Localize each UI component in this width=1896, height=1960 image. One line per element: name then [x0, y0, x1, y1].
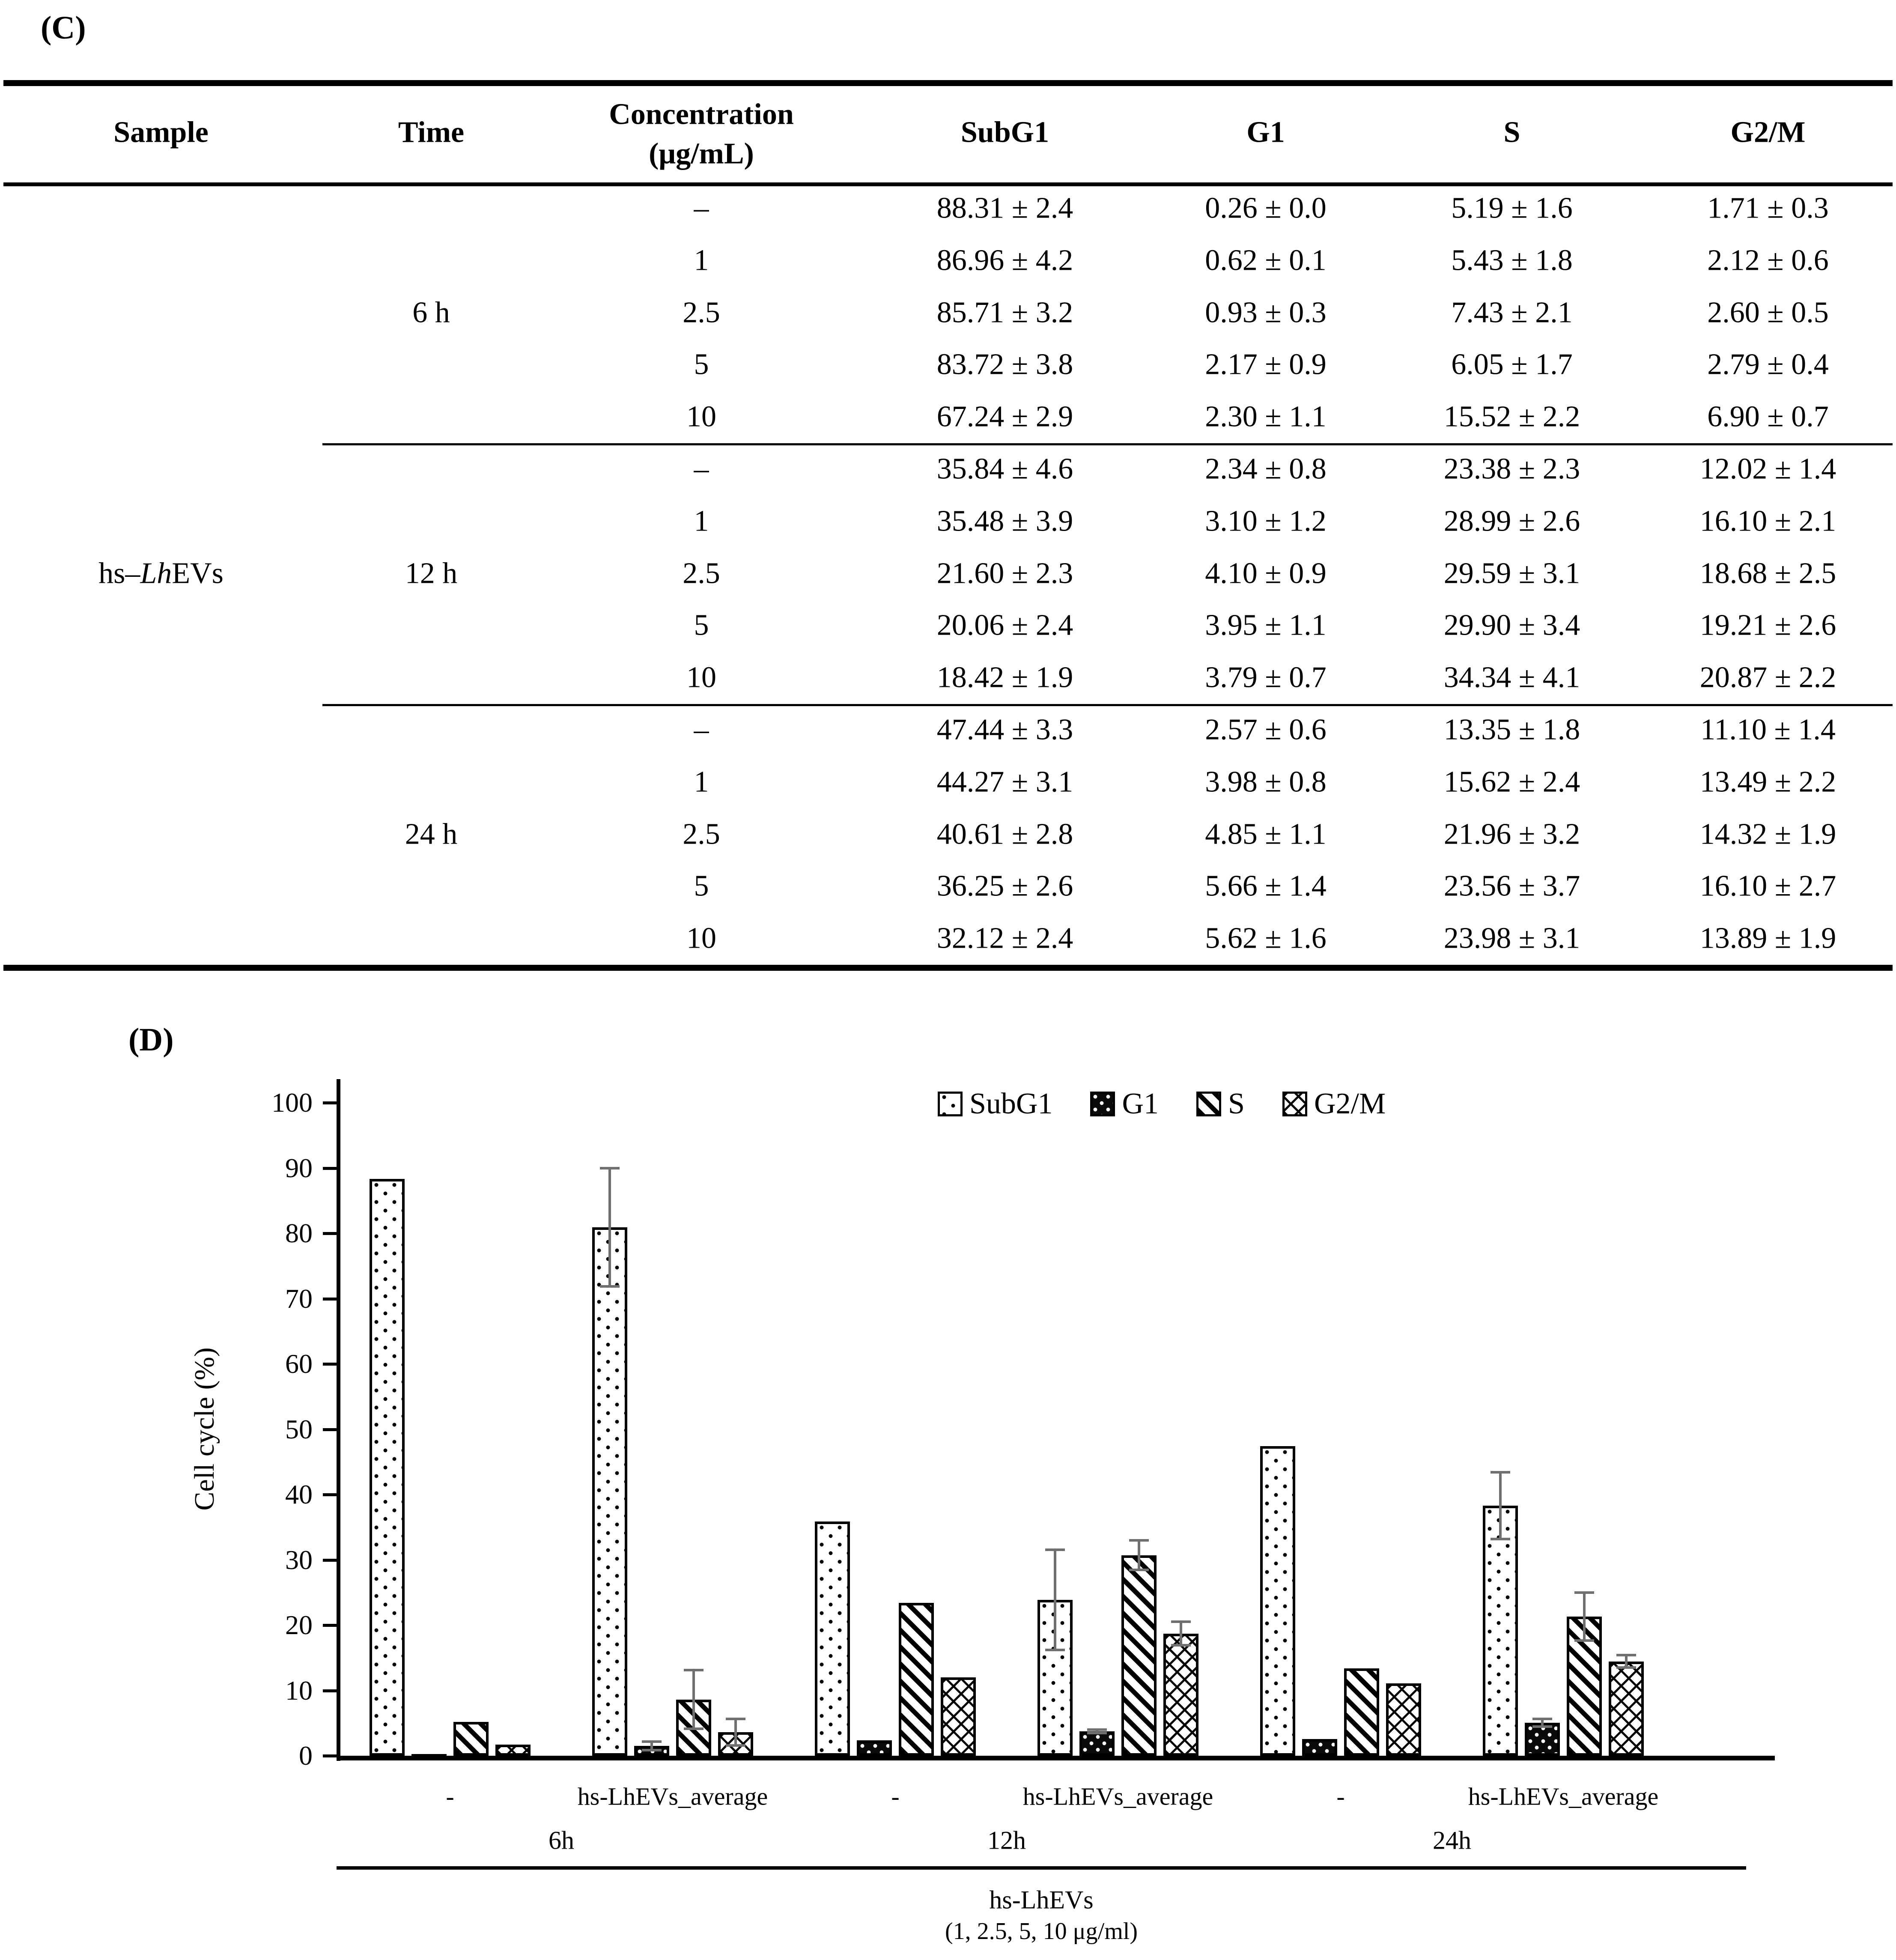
error-bar-cap-top	[1491, 1471, 1510, 1474]
y-axis-tick	[323, 1493, 337, 1496]
table-s-cell: 34.34 ± 4.1	[1443, 661, 1580, 694]
table-block-separator-2	[322, 704, 1893, 706]
error-bar-cap-top	[1616, 1654, 1636, 1656]
error-bar-cap-bottom	[1045, 1649, 1065, 1651]
table-s-cell: 28.99 ± 2.6	[1443, 504, 1580, 538]
bar-g2-m	[495, 1745, 531, 1756]
table-g1-cell: 4.85 ± 1.1	[1205, 817, 1327, 851]
table-header-time: Time	[398, 116, 465, 149]
table-g2m-cell: 6.90 ± 0.7	[1707, 400, 1829, 433]
table-g1-cell: 3.98 ± 0.8	[1205, 765, 1327, 799]
table-g1-cell: 2.17 ± 0.9	[1205, 348, 1327, 381]
bar-subg1	[1260, 1446, 1295, 1756]
error-bar-line	[1499, 1471, 1502, 1540]
bar-s	[899, 1603, 934, 1756]
table-g1-cell: 0.62 ± 0.1	[1205, 244, 1327, 277]
y-axis-tick	[323, 1689, 337, 1692]
table-subg1-cell: 20.06 ± 2.4	[936, 609, 1073, 642]
bar-subg1	[592, 1227, 627, 1756]
table-g2m-cell: 14.32 ± 1.9	[1699, 817, 1836, 851]
table-conc-cell: 1	[694, 504, 709, 538]
bar-s	[453, 1722, 489, 1756]
table-time-cell: 6 h	[412, 296, 450, 329]
table-conc-cell: 1	[694, 244, 709, 277]
table-subg1-cell: 18.42 ± 1.9	[936, 661, 1073, 694]
x-category-label: hs-LhEVs_average	[1023, 1782, 1213, 1811]
bar-g2-m	[1386, 1683, 1421, 1756]
y-axis-tick	[323, 1428, 337, 1431]
legend-swatch-g2-m	[1282, 1092, 1307, 1116]
bar-subg1	[815, 1521, 850, 1756]
table-g1-cell: 0.26 ± 0.0	[1205, 191, 1327, 225]
error-bar-line	[734, 1718, 737, 1747]
error-bar	[1616, 1654, 1636, 1669]
table-subg1-cell: 47.44 ± 3.3	[936, 713, 1073, 746]
table-subg1-cell: 21.60 ± 2.3	[936, 557, 1073, 590]
error-bar	[1574, 1591, 1594, 1642]
error-bar-cap-bottom	[1616, 1666, 1636, 1669]
table-conc-cell: 10	[686, 661, 716, 694]
table-s-cell: 29.90 ± 3.4	[1443, 609, 1580, 642]
table-header-border	[3, 182, 1893, 186]
table-s-cell: 5.19 ± 1.6	[1451, 191, 1573, 225]
y-axis-tick	[323, 1363, 337, 1366]
y-axis-tick-label: 20	[285, 1610, 313, 1640]
y-axis-tick	[323, 1232, 337, 1235]
table-s-cell: 7.43 ± 2.1	[1451, 296, 1573, 329]
table-conc-cell: 1	[694, 765, 709, 799]
table-conc-cell: 5	[694, 348, 709, 381]
legend-label: G2/M	[1314, 1087, 1386, 1120]
error-bar-cap-bottom	[1574, 1639, 1594, 1642]
error-bar	[1532, 1718, 1552, 1728]
error-bar-cap-bottom	[1129, 1569, 1149, 1571]
bar-subg1	[1483, 1506, 1518, 1756]
table-g2m-cell: 16.10 ± 2.7	[1699, 870, 1836, 903]
legend-label: G1	[1122, 1087, 1159, 1120]
error-bar-cap-top	[726, 1718, 745, 1720]
error-bar-cap-top	[600, 1167, 620, 1169]
x-category-label: -	[891, 1782, 900, 1811]
y-axis-tick-label: 40	[285, 1479, 313, 1510]
error-bar	[1129, 1539, 1149, 1571]
table-g1-cell: 3.10 ± 1.2	[1205, 504, 1327, 538]
table-conc-cell: 10	[686, 922, 716, 955]
y-axis-title: Cell cycle (%)	[189, 1347, 220, 1511]
table-s-cell: 23.38 ± 2.3	[1443, 452, 1580, 486]
y-axis-tick	[323, 1559, 337, 1562]
error-bar-cap-top	[684, 1669, 704, 1671]
bar-subg1	[370, 1179, 405, 1756]
table-subg1-cell: 86.96 ± 4.2	[936, 244, 1073, 277]
table-subg1-cell: 35.48 ± 3.9	[936, 504, 1073, 538]
y-axis-tick-label: 0	[299, 1740, 313, 1771]
x-category-label: -	[1336, 1782, 1345, 1811]
x-time-group-label: 6h	[549, 1826, 574, 1855]
error-bar-cap-bottom	[1171, 1644, 1191, 1647]
table-s-cell: 5.43 ± 1.8	[1451, 244, 1573, 277]
table-sample-name	[98, 556, 224, 592]
table-g1-cell: 4.10 ± 0.9	[1205, 557, 1327, 590]
table-g2m-cell: 1.71 ± 0.3	[1707, 191, 1829, 225]
error-bar-cap-bottom	[726, 1744, 745, 1747]
legend-item	[938, 1087, 1052, 1121]
x-axis-subtitle: (1, 2.5, 5, 10 μg/ml)	[945, 1918, 1138, 1945]
sample-name-prefix: hs–	[98, 557, 140, 590]
table-g2m-cell: 20.87 ± 2.2	[1699, 661, 1836, 694]
y-axis-tick	[323, 1624, 337, 1627]
table-g1-cell: 3.79 ± 0.7	[1205, 661, 1327, 694]
table-g2m-cell: 11.10 ± 1.4	[1700, 713, 1836, 746]
x-time-group-label: 24h	[1433, 1826, 1471, 1855]
table-g2m-cell: 2.79 ± 0.4	[1707, 348, 1829, 381]
table-s-cell: 6.05 ± 1.7	[1451, 348, 1573, 381]
bar-s	[1121, 1555, 1157, 1756]
table-s-cell: 29.59 ± 3.1	[1443, 557, 1580, 590]
x-category-label: hs-LhEVs_average	[1468, 1782, 1659, 1811]
y-axis-tick-label: 50	[285, 1414, 313, 1444]
x-axis-line	[337, 1756, 1775, 1760]
table-block-separator-1	[322, 443, 1893, 445]
table-conc-cell: 5	[694, 609, 709, 642]
table-g2m-cell: 13.89 ± 1.9	[1699, 922, 1836, 955]
error-bar-cap-top	[1574, 1591, 1594, 1594]
y-axis-tick-label: 10	[285, 1675, 313, 1706]
table-g2m-cell: 12.02 ± 1.4	[1699, 452, 1836, 486]
table-header-g1: G1	[1246, 116, 1285, 149]
error-bar	[642, 1740, 662, 1752]
y-axis-tick	[323, 1167, 337, 1170]
error-bar-line	[692, 1669, 695, 1730]
chart-legend	[938, 1087, 1423, 1121]
table-top-border	[3, 80, 1893, 86]
table-g1-cell: 5.66 ± 1.4	[1205, 870, 1327, 903]
legend-label: S	[1228, 1087, 1245, 1120]
table-header-g2m: G2/M	[1730, 116, 1806, 149]
bar-g2-m	[941, 1677, 976, 1756]
table-g1-cell: 2.30 ± 1.1	[1205, 400, 1327, 433]
table-conc-cell: –	[694, 452, 709, 486]
table-conc-cell: 2.5	[683, 557, 720, 590]
legend-item	[1282, 1087, 1386, 1121]
table-s-cell: 21.96 ± 3.2	[1443, 817, 1580, 851]
table-conc-cell: 2.5	[683, 817, 720, 851]
error-bar-cap-bottom	[1532, 1725, 1552, 1728]
table-subg1-cell: 40.61 ± 2.8	[936, 817, 1073, 851]
category-axis-line	[337, 1866, 1746, 1870]
y-axis-tick-label: 80	[285, 1218, 313, 1248]
error-bar-cap-bottom	[642, 1749, 662, 1751]
legend-swatch-subg1	[938, 1092, 963, 1116]
y-axis-line	[337, 1079, 340, 1761]
bar-g1	[1079, 1731, 1115, 1756]
table-header-s: S	[1503, 116, 1520, 149]
error-bar-cap-top	[1129, 1539, 1149, 1542]
table-conc-cell: 2.5	[683, 296, 720, 329]
table-g1-cell: 2.34 ± 0.8	[1205, 452, 1327, 486]
table-s-cell: 13.35 ± 1.8	[1443, 713, 1580, 746]
legend-label: SubG1	[969, 1087, 1053, 1120]
bar-g2-m	[1609, 1662, 1644, 1756]
table-conc-cell: 10	[686, 400, 716, 433]
y-axis-tick	[323, 1101, 337, 1104]
panel-c-label: (C)	[41, 10, 86, 46]
legend-item	[1196, 1087, 1245, 1121]
table-g1-cell: 5.62 ± 1.6	[1205, 922, 1327, 955]
error-bar	[600, 1167, 620, 1288]
bar-g1	[857, 1740, 892, 1756]
table-g1-cell: 0.93 ± 0.3	[1205, 296, 1327, 329]
table-subg1-cell: 88.31 ± 2.4	[936, 191, 1073, 225]
table-conc-cell: –	[694, 191, 709, 225]
table-time-cell: 12 h	[405, 557, 458, 590]
error-bar-cap-top	[1045, 1548, 1065, 1551]
error-bar-cap-top	[1171, 1620, 1191, 1623]
y-axis-tick-label: 70	[285, 1283, 313, 1314]
table-bottom-border	[3, 965, 1893, 971]
table-subg1-cell: 35.84 ± 4.6	[936, 452, 1073, 486]
bar-g2-m	[1163, 1634, 1198, 1756]
error-bar	[1171, 1620, 1191, 1647]
error-bar-cap-bottom	[600, 1285, 620, 1288]
error-bar	[726, 1718, 745, 1747]
table-g1-cell: 2.57 ± 0.6	[1205, 713, 1327, 746]
error-bar-cap-top	[1087, 1728, 1107, 1731]
table-subg1-cell: 44.27 ± 3.1	[936, 765, 1073, 799]
y-axis-tick-label: 60	[285, 1348, 313, 1379]
table-s-cell: 23.98 ± 3.1	[1443, 922, 1580, 955]
table-header-concentration-unit: (μg/mL)	[649, 137, 754, 170]
error-bar-line	[1054, 1548, 1056, 1651]
y-axis-tick-label: 30	[285, 1544, 313, 1575]
table-subg1-cell: 67.24 ± 2.9	[936, 400, 1073, 433]
table-header-subg1: SubG1	[960, 116, 1049, 149]
bar-g1	[411, 1754, 447, 1756]
error-bar-line	[1180, 1620, 1182, 1647]
legend-swatch-s	[1196, 1092, 1221, 1116]
table-subg1-cell: 85.71 ± 3.2	[936, 296, 1073, 329]
y-axis-tick-label: 90	[285, 1152, 313, 1183]
table-conc-cell: 5	[694, 870, 709, 903]
table-conc-cell: –	[694, 713, 709, 746]
panel-d-label: (D)	[128, 1022, 174, 1058]
table-g2m-cell: 2.12 ± 0.6	[1707, 244, 1829, 277]
error-bar-cap-top	[642, 1740, 662, 1743]
error-bar-line	[608, 1167, 611, 1288]
x-category-label: hs-LhEVs_average	[577, 1782, 768, 1811]
table-g1-cell: 3.95 ± 1.1	[1205, 609, 1327, 642]
legend-item	[1090, 1087, 1159, 1121]
table-g2m-cell: 16.10 ± 2.1	[1699, 504, 1836, 538]
error-bar-cap-top	[1532, 1718, 1552, 1720]
table-g2m-cell: 19.21 ± 2.6	[1699, 609, 1836, 642]
legend-swatch-g1	[1090, 1092, 1115, 1116]
table-g2m-cell: 18.68 ± 2.5	[1699, 557, 1836, 590]
error-bar-cap-bottom	[684, 1727, 704, 1730]
error-bar-line	[1138, 1539, 1140, 1571]
table-subg1-cell: 83.72 ± 3.8	[936, 348, 1073, 381]
error-bar	[1087, 1728, 1107, 1734]
x-category-label: -	[446, 1782, 454, 1811]
bar-g1	[1302, 1739, 1337, 1756]
table-subg1-cell: 32.12 ± 2.4	[936, 922, 1073, 955]
table-s-cell: 23.56 ± 3.7	[1443, 870, 1580, 903]
x-time-group-label: 12h	[987, 1826, 1026, 1855]
error-bar	[1045, 1548, 1065, 1651]
table-g2m-cell: 2.60 ± 0.5	[1707, 296, 1829, 329]
error-bar	[1491, 1471, 1510, 1540]
y-axis-tick-label: 100	[271, 1087, 313, 1118]
x-axis-title: hs-LhEVs	[989, 1885, 1094, 1914]
y-axis-tick	[323, 1298, 337, 1301]
error-bar-cap-bottom	[1491, 1538, 1510, 1540]
table-s-cell: 15.52 ± 2.2	[1443, 400, 1580, 433]
table-time-cell: 24 h	[405, 817, 458, 851]
y-axis-tick	[323, 1754, 337, 1757]
table-s-cell: 15.62 ± 2.4	[1443, 765, 1580, 799]
table-g2m-cell: 13.49 ± 2.2	[1699, 765, 1836, 799]
error-bar-cap-bottom	[1087, 1732, 1107, 1734]
table-header-concentration: Concentration	[609, 98, 794, 131]
sample-name-italic: Lh	[140, 557, 172, 590]
error-bar-line	[1583, 1591, 1586, 1642]
error-bar	[684, 1669, 704, 1730]
bar-s	[1344, 1668, 1379, 1756]
table-subg1-cell: 36.25 ± 2.6	[936, 870, 1073, 903]
sample-name-suffix: EVs	[172, 557, 224, 590]
table-header-sample: Sample	[113, 116, 209, 149]
